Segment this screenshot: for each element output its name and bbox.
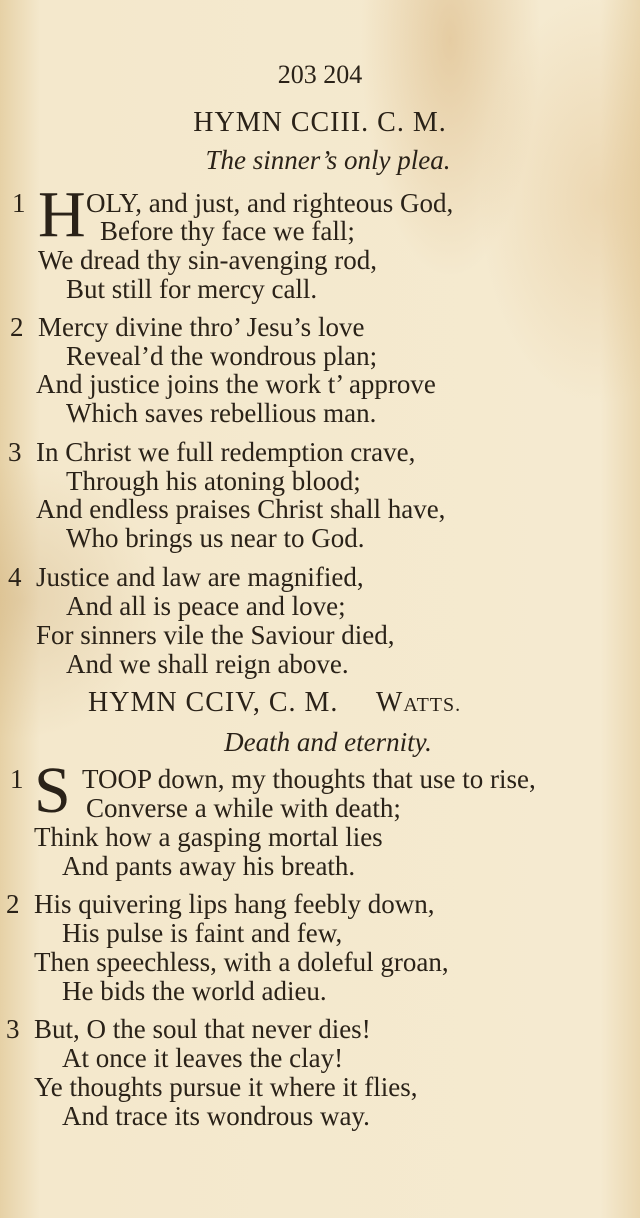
verse-line: Before thy face we fall;: [100, 216, 355, 246]
verse-line: At once it leaves the clay!: [62, 1043, 344, 1073]
verse-line: Mercy divine thro’ Jesu’s love: [38, 312, 365, 342]
stanza-number: 3: [6, 1014, 20, 1044]
verse-line: For sinners vile the Saviour died,: [36, 620, 395, 650]
hymn-subtitle: Death and eternity.: [224, 727, 432, 757]
verse-line: In Christ we full redemption crave,: [36, 437, 416, 467]
stanza-number: 2: [6, 889, 20, 919]
verse-line: But still for mercy call.: [66, 274, 318, 304]
hymn-title: [88, 688, 461, 720]
author-initial: W: [375, 687, 404, 718]
verse-line: And endless praises Christ shall have,: [36, 494, 446, 524]
verse-line: OLY, and just, and righteous God,: [86, 188, 454, 218]
hymn-title-text: HYMN CCIV, C. M.: [88, 687, 339, 718]
verse-line: Ye thoughts pursue it where it flies,: [34, 1072, 418, 1102]
stanza-number: 2: [10, 312, 24, 342]
hymn-author: [376, 687, 461, 718]
hymn-title: HYMN CCIII. C. M.: [193, 107, 447, 138]
drop-cap: H: [38, 178, 86, 251]
stanza-number: 1: [10, 764, 24, 794]
hymn-subtitle: The sinner’s only plea.: [205, 145, 451, 175]
verse-line: And we shall reign above.: [66, 649, 349, 679]
verse-line: And justice joins the work t’ approve: [36, 369, 436, 399]
stanza-number: 4: [8, 562, 22, 592]
verse-line: He bids the world adieu.: [62, 976, 327, 1006]
verse-line: Through his atoning blood;: [66, 466, 361, 496]
author-smallcaps: ATTS.: [403, 694, 462, 716]
verse-line: His quivering lips hang feebly down,: [34, 889, 435, 919]
verse-line: Think how a gasping mortal lies: [34, 822, 383, 852]
verse-line: Reveal’d the wondrous plan;: [66, 341, 378, 371]
stanza-number: 1: [12, 188, 26, 218]
page-number: 203 204: [277, 60, 363, 89]
verse-line: Then speechless, with a doleful groan,: [34, 947, 449, 977]
verse-line: Justice and law are magnified,: [36, 562, 364, 592]
stanza-number: 3: [8, 437, 22, 467]
verse-line: And all is peace and love;: [66, 591, 346, 621]
verse-line: Converse a while with death;: [86, 793, 401, 823]
verse-line: But, O the soul that never dies!: [34, 1014, 371, 1044]
verse-line: And pants away his breath.: [62, 851, 356, 881]
verse-line: TOOP down, my thoughts that use to rise,: [82, 764, 536, 794]
verse-line: And trace its wondrous way.: [62, 1101, 370, 1131]
verse-line: Which saves rebellious man.: [66, 398, 377, 428]
verse-line: We dread thy sin-avenging rod,: [38, 245, 377, 275]
drop-cap: S: [34, 754, 71, 827]
verse-line: Who brings us near to God.: [66, 523, 365, 553]
verse-line: His pulse is faint and few,: [62, 918, 343, 948]
